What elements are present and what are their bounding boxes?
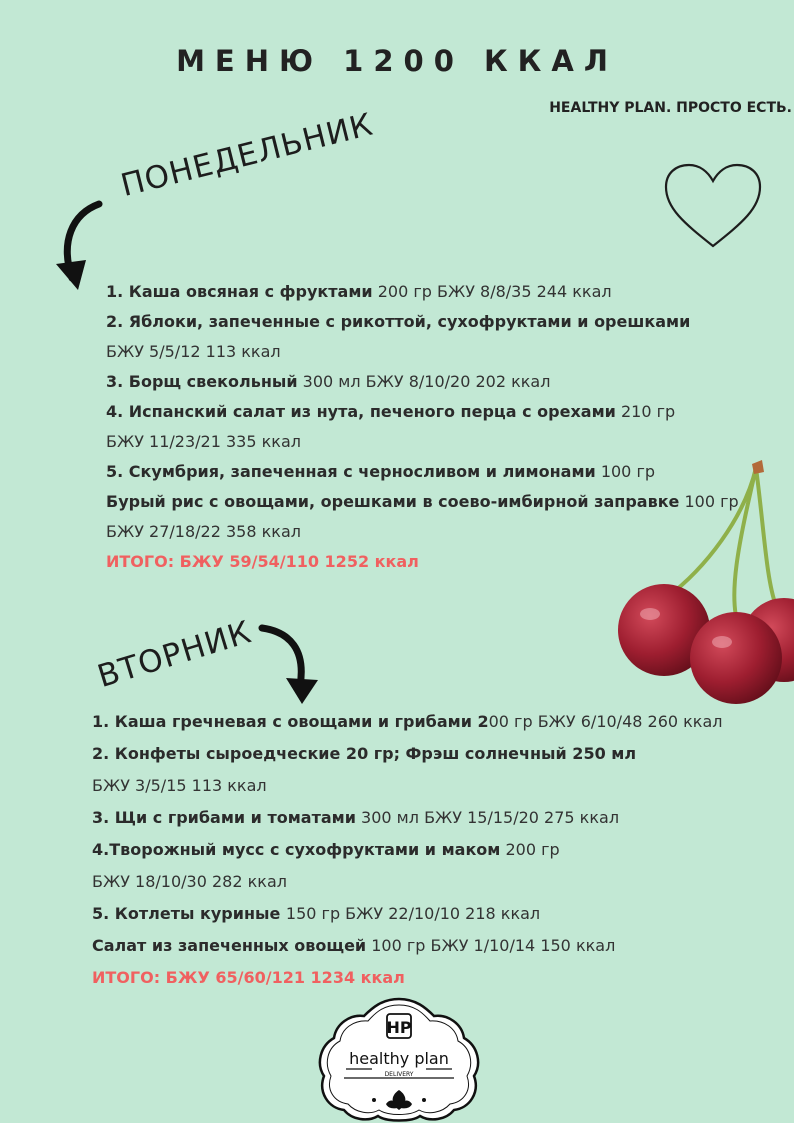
menu-line: [106, 427, 739, 457]
dish-name: 2. Конфеты сыроедческие 20 гр; Фрэш солнечный 250 мл: [92, 744, 637, 763]
dish-name: 5. Котлеты куриные: [92, 904, 286, 923]
dish-details: 300 мл БЖУ 15/15/20 275 ккал: [355, 808, 620, 827]
dish-details: 200 гр БЖУ 8/8/35 244 ккал: [372, 282, 612, 301]
dish-details: 100 гр: [595, 462, 656, 481]
menu-line: [106, 517, 739, 547]
menu-line: [92, 866, 723, 898]
healthy-plan-logo: [316, 996, 482, 1122]
logo-monogram: HP: [386, 1018, 412, 1037]
curved-arrow-icon: [258, 622, 322, 706]
menu-line: [92, 738, 723, 770]
menu-line: [92, 802, 723, 834]
total-text: ИТОГО: БЖУ 59/54/110 1252 ккал: [106, 552, 419, 571]
menu-line: [92, 834, 723, 866]
curved-arrow-icon: [52, 198, 108, 294]
dish-details: 200 гр: [500, 840, 560, 859]
dish-name: 3. Борщ свекольный: [106, 372, 298, 391]
menu-line: [106, 307, 739, 337]
dish-details: БЖУ 18/10/30 282 ккал: [92, 872, 287, 891]
menu-line: [106, 547, 739, 577]
dish-name: Бурый рис с овощами, орешками в соево-имбирной заправке: [106, 492, 680, 511]
menu-line: [92, 770, 723, 802]
heart-icon: [664, 163, 762, 249]
menu-monday: [106, 277, 739, 577]
menu-line: [106, 337, 739, 367]
dish-details: 100 гр БЖУ 1/10/14 150 ккал: [366, 936, 616, 955]
dish-name: 1. Каша гречневая с овощами и грибами 2: [92, 712, 489, 731]
dish-name: 1. Каша овсяная с фруктами: [106, 282, 373, 301]
dish-name: Салат из запеченных овощей: [92, 936, 367, 955]
dish-details: 150 гр БЖУ 22/10/10 218 ккал: [285, 904, 541, 923]
menu-line: [106, 397, 739, 427]
day-title-monday: ПОНЕДЕЛЬНИК: [117, 106, 377, 204]
menu-line: [106, 277, 739, 307]
dish-details: БЖУ 27/18/22 358 ккал: [106, 522, 301, 541]
dish-details: БЖУ 3/5/15 113 ккал: [92, 776, 267, 795]
dish-details: 00 гр БЖУ 6/10/48 260 ккал: [488, 712, 723, 731]
dish-name: 3. Щи с грибами и томатами: [92, 808, 356, 827]
total-text: ИТОГО: БЖУ 65/60/121 1234 ккал: [92, 968, 405, 987]
menu-line: [106, 457, 739, 487]
dish-details: 300 мл БЖУ 8/10/20 202 ккал: [297, 372, 551, 391]
dish-name: 2. Яблоки, запеченные с рикоттой, сухофруктами и орешками: [106, 312, 691, 331]
day-title-tuesday: ВТОРНИК: [93, 614, 256, 695]
dish-details: 100 гр: [679, 492, 739, 511]
menu-tuesday: [92, 706, 723, 994]
dish-name: 5. Скумбрия, запеченная с черносливом и лимонами: [106, 462, 596, 481]
dish-details: 210 гр: [615, 402, 676, 421]
menu-line: [92, 930, 723, 962]
page-title: МЕНЮ 1200 ККАЛ: [176, 44, 618, 78]
menu-line: [92, 962, 723, 994]
menu-line: [106, 487, 739, 517]
dish-name: 4. Испанский салат из нута, печеного перца с орехами: [106, 402, 616, 421]
logo-sub: DELIVERY: [384, 1071, 414, 1078]
menu-line: [92, 706, 723, 738]
dish-details: БЖУ 5/5/12 113 ккал: [106, 342, 281, 361]
menu-line: [92, 898, 723, 930]
menu-line: [106, 367, 739, 397]
dish-name: 4.Творожный мусс с сухофруктами и маком: [92, 840, 501, 859]
tagline: HEALTHY PLAN. ПРОСТО ЕСТЬ.: [549, 100, 792, 116]
logo-name: healthy plan: [349, 1049, 449, 1068]
dish-details: БЖУ 11/23/21 335 ккал: [106, 432, 301, 451]
